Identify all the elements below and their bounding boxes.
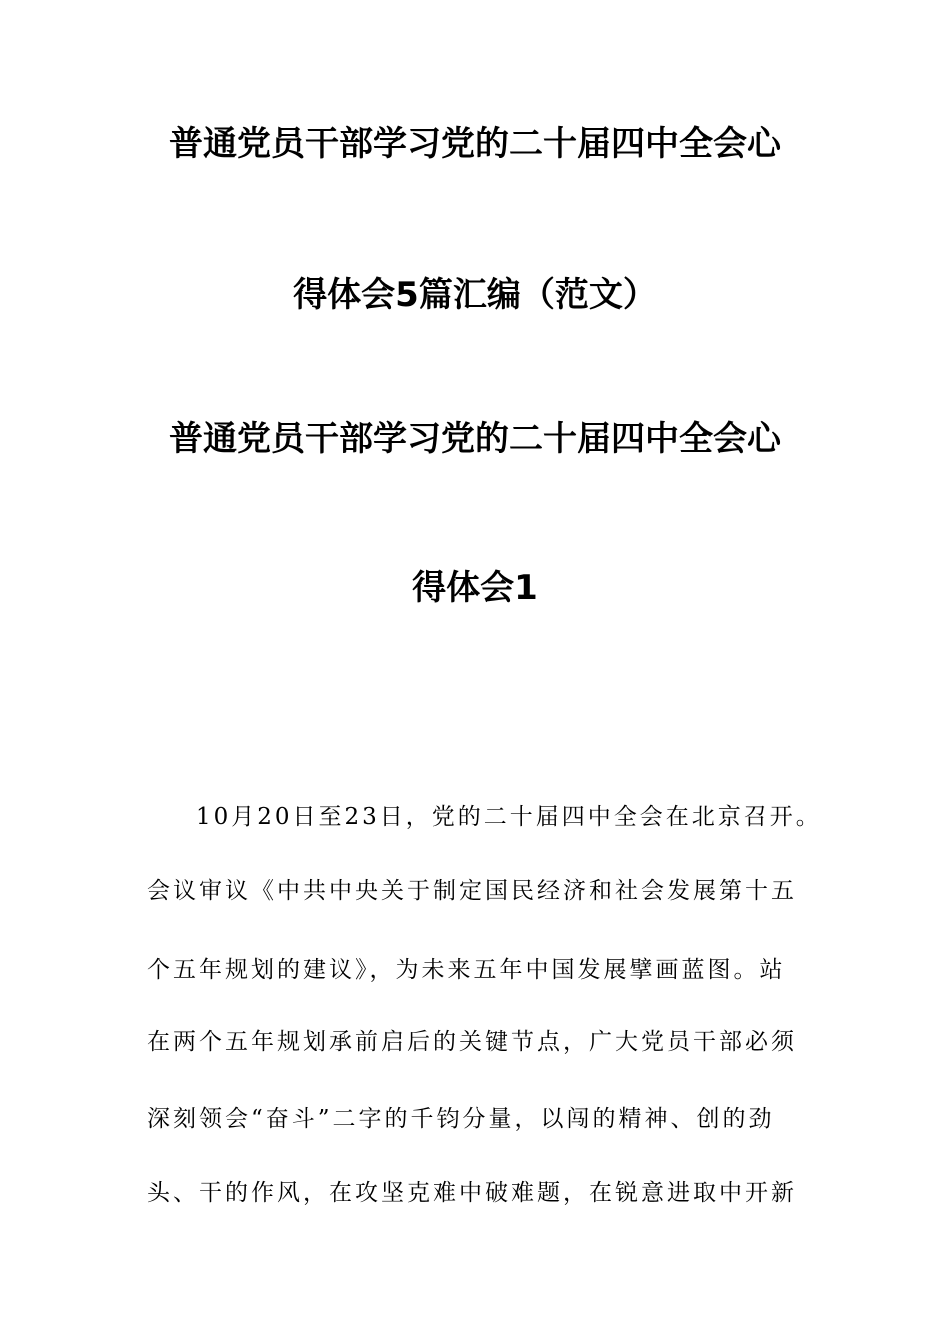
body-paragraph-line-4: 在两个五年规划承前启后的关键节点，广大党员干部必须 bbox=[147, 1029, 797, 1055]
body-paragraph-line-6: 头、干的作风，在攻坚克难中破难题，在锐意进取中开新 bbox=[147, 1180, 797, 1206]
document-title-line-1: 普通党员干部学习党的二十届四中全会心 bbox=[169, 124, 781, 164]
body-paragraph-line-2: 会议审议《中共中央关于制定国民经济和社会发展第十五 bbox=[147, 878, 797, 904]
body-paragraph-line-5: 深刻领会“奋斗”二字的千钧分量，以闯的精神、创的劲 bbox=[147, 1106, 775, 1132]
body-paragraph-line-1: 10月20日至23日，党的二十届四中全会在北京召开。 bbox=[196, 804, 822, 830]
section-heading-line-2: 得体会1 bbox=[412, 568, 538, 608]
body-paragraph-line-3: 个五年规划的建议》，为未来五年中国发展擘画蓝图。站 bbox=[147, 957, 786, 983]
section-heading-line-1: 普通党员干部学习党的二十届四中全会心 bbox=[169, 419, 781, 459]
document-title-line-2: 得体会5篇汇编（范文） bbox=[293, 275, 657, 315]
